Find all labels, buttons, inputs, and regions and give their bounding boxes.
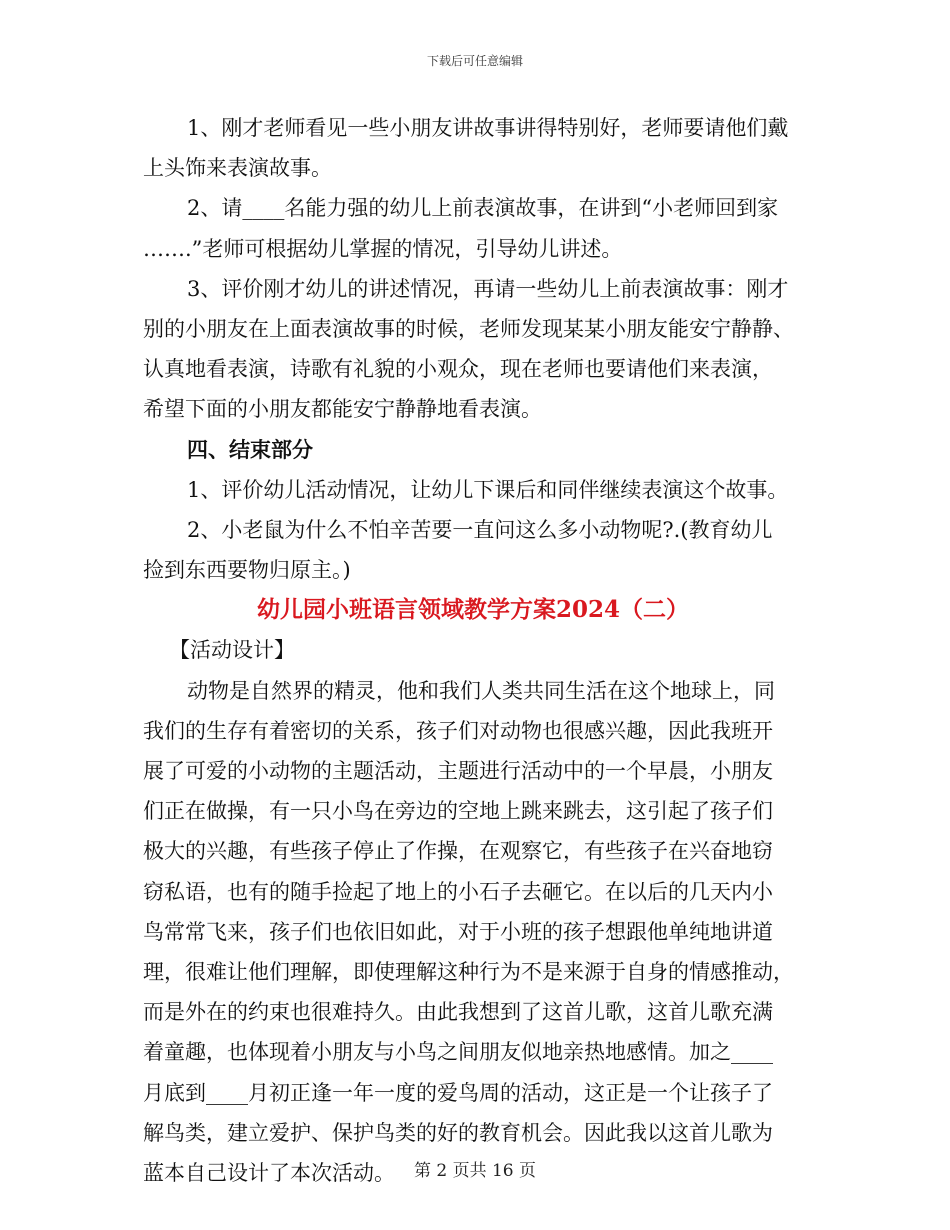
paragraph-line: 动物是自然界的精灵，他和我们人类共同生活在这个地球上，同 [187,678,775,703]
paragraph-line: 们正在做操，有一只小鸟在旁边的空地上跳来跳去，这引起了孩子们 [143,799,773,824]
paragraph-line: 1、刚才老师看见一些小朋友讲故事讲得特别好，老师要请他们戴 [187,116,789,140]
paragraph-line: 理，很难让他们理解，即使理解这种行为不是来源于自身的情感推动， [143,959,794,984]
paragraph-line: 1、评价幼儿活动情况，让幼儿下课后和同伴继续表演这个故事。 [187,477,789,502]
paragraph-line: 捡到东西要物归原主。) [143,558,351,583]
paragraph-line: 窃私语，也有的随手捡起了地上的小石子去砸它。在以后的几天内小 [143,879,773,904]
paragraph-line: 展了可爱的小动物的主题活动，主题进行活动中的一个早晨，小朋友 [143,759,773,783]
page-header: 下载后可任意编辑 [426,54,523,68]
paragraph-line: 鸟常常飞来，孩子们也依旧如此，对于小班的孩子想跟他单纯地讲道 [143,919,773,944]
paragraph-line: 希望下面的小朋友都能安宁静静地看表演。 [143,397,542,422]
paragraph-line: 2、小老鼠为什么不怕辛苦要一直问这么多小动物呢?.(教育幼儿 [187,517,773,542]
document-title: 幼儿园小班语言领域教学方案2024（二） [256,596,689,624]
paragraph-line: 蓝本自己设计了本次活动。 [143,1160,395,1185]
paragraph-line: 上头饰来表演故事。 [143,156,332,181]
paragraph-line: 而是外在的约束也很难持久。由此我想到了这首儿歌，这首儿歌充满 [143,1000,773,1025]
paragraph-line: 月底到____月初正逢一年一度的爱鸟周的活动，这正是一个让孩子了 [143,1080,773,1105]
paragraph-line: 着童趣，也体现着小朋友与小鸟之间朋友似地亲热地感情。加之____ [143,1040,773,1065]
paragraph-line: 3、评价刚才幼儿的讲述情况，再请一些幼儿上前表演故事：刚才 [187,276,789,301]
page-footer: 第 2 页共 16 页 [413,1161,537,1181]
paragraph-line: 2、请____名能力强的幼儿上前表演故事，在讲到“小老师回到家 [187,196,779,221]
paragraph-line: 我们的生存有着密切的关系，孩子们对动物也很感兴趣，因此我班开 [143,718,773,743]
paragraph-line: …….”老师可根据幼儿掌握的情况，引导幼儿讲述。 [143,236,623,261]
document-body [143,108,813,1193]
paragraph-line: 解鸟类，建立爱护、保护鸟类的好的教育机会。因此我以这首儿歌为 [143,1120,773,1145]
section-heading: 四、结束部分 [187,436,313,462]
paragraph-line: 别的小朋友在上面表演故事的时候，老师发现某某小朋友能安宁静静、 [143,316,794,341]
paragraph-line: 极大的兴趣，有些孩子停止了作操，在观察它，有些孩子在兴奋地窃 [143,839,773,864]
paragraph-line: 认真地看表演，诗歌有礼貌的小观众，现在老师也要请他们来表演， [143,357,773,382]
section-label: 【活动设计】 [169,638,295,663]
